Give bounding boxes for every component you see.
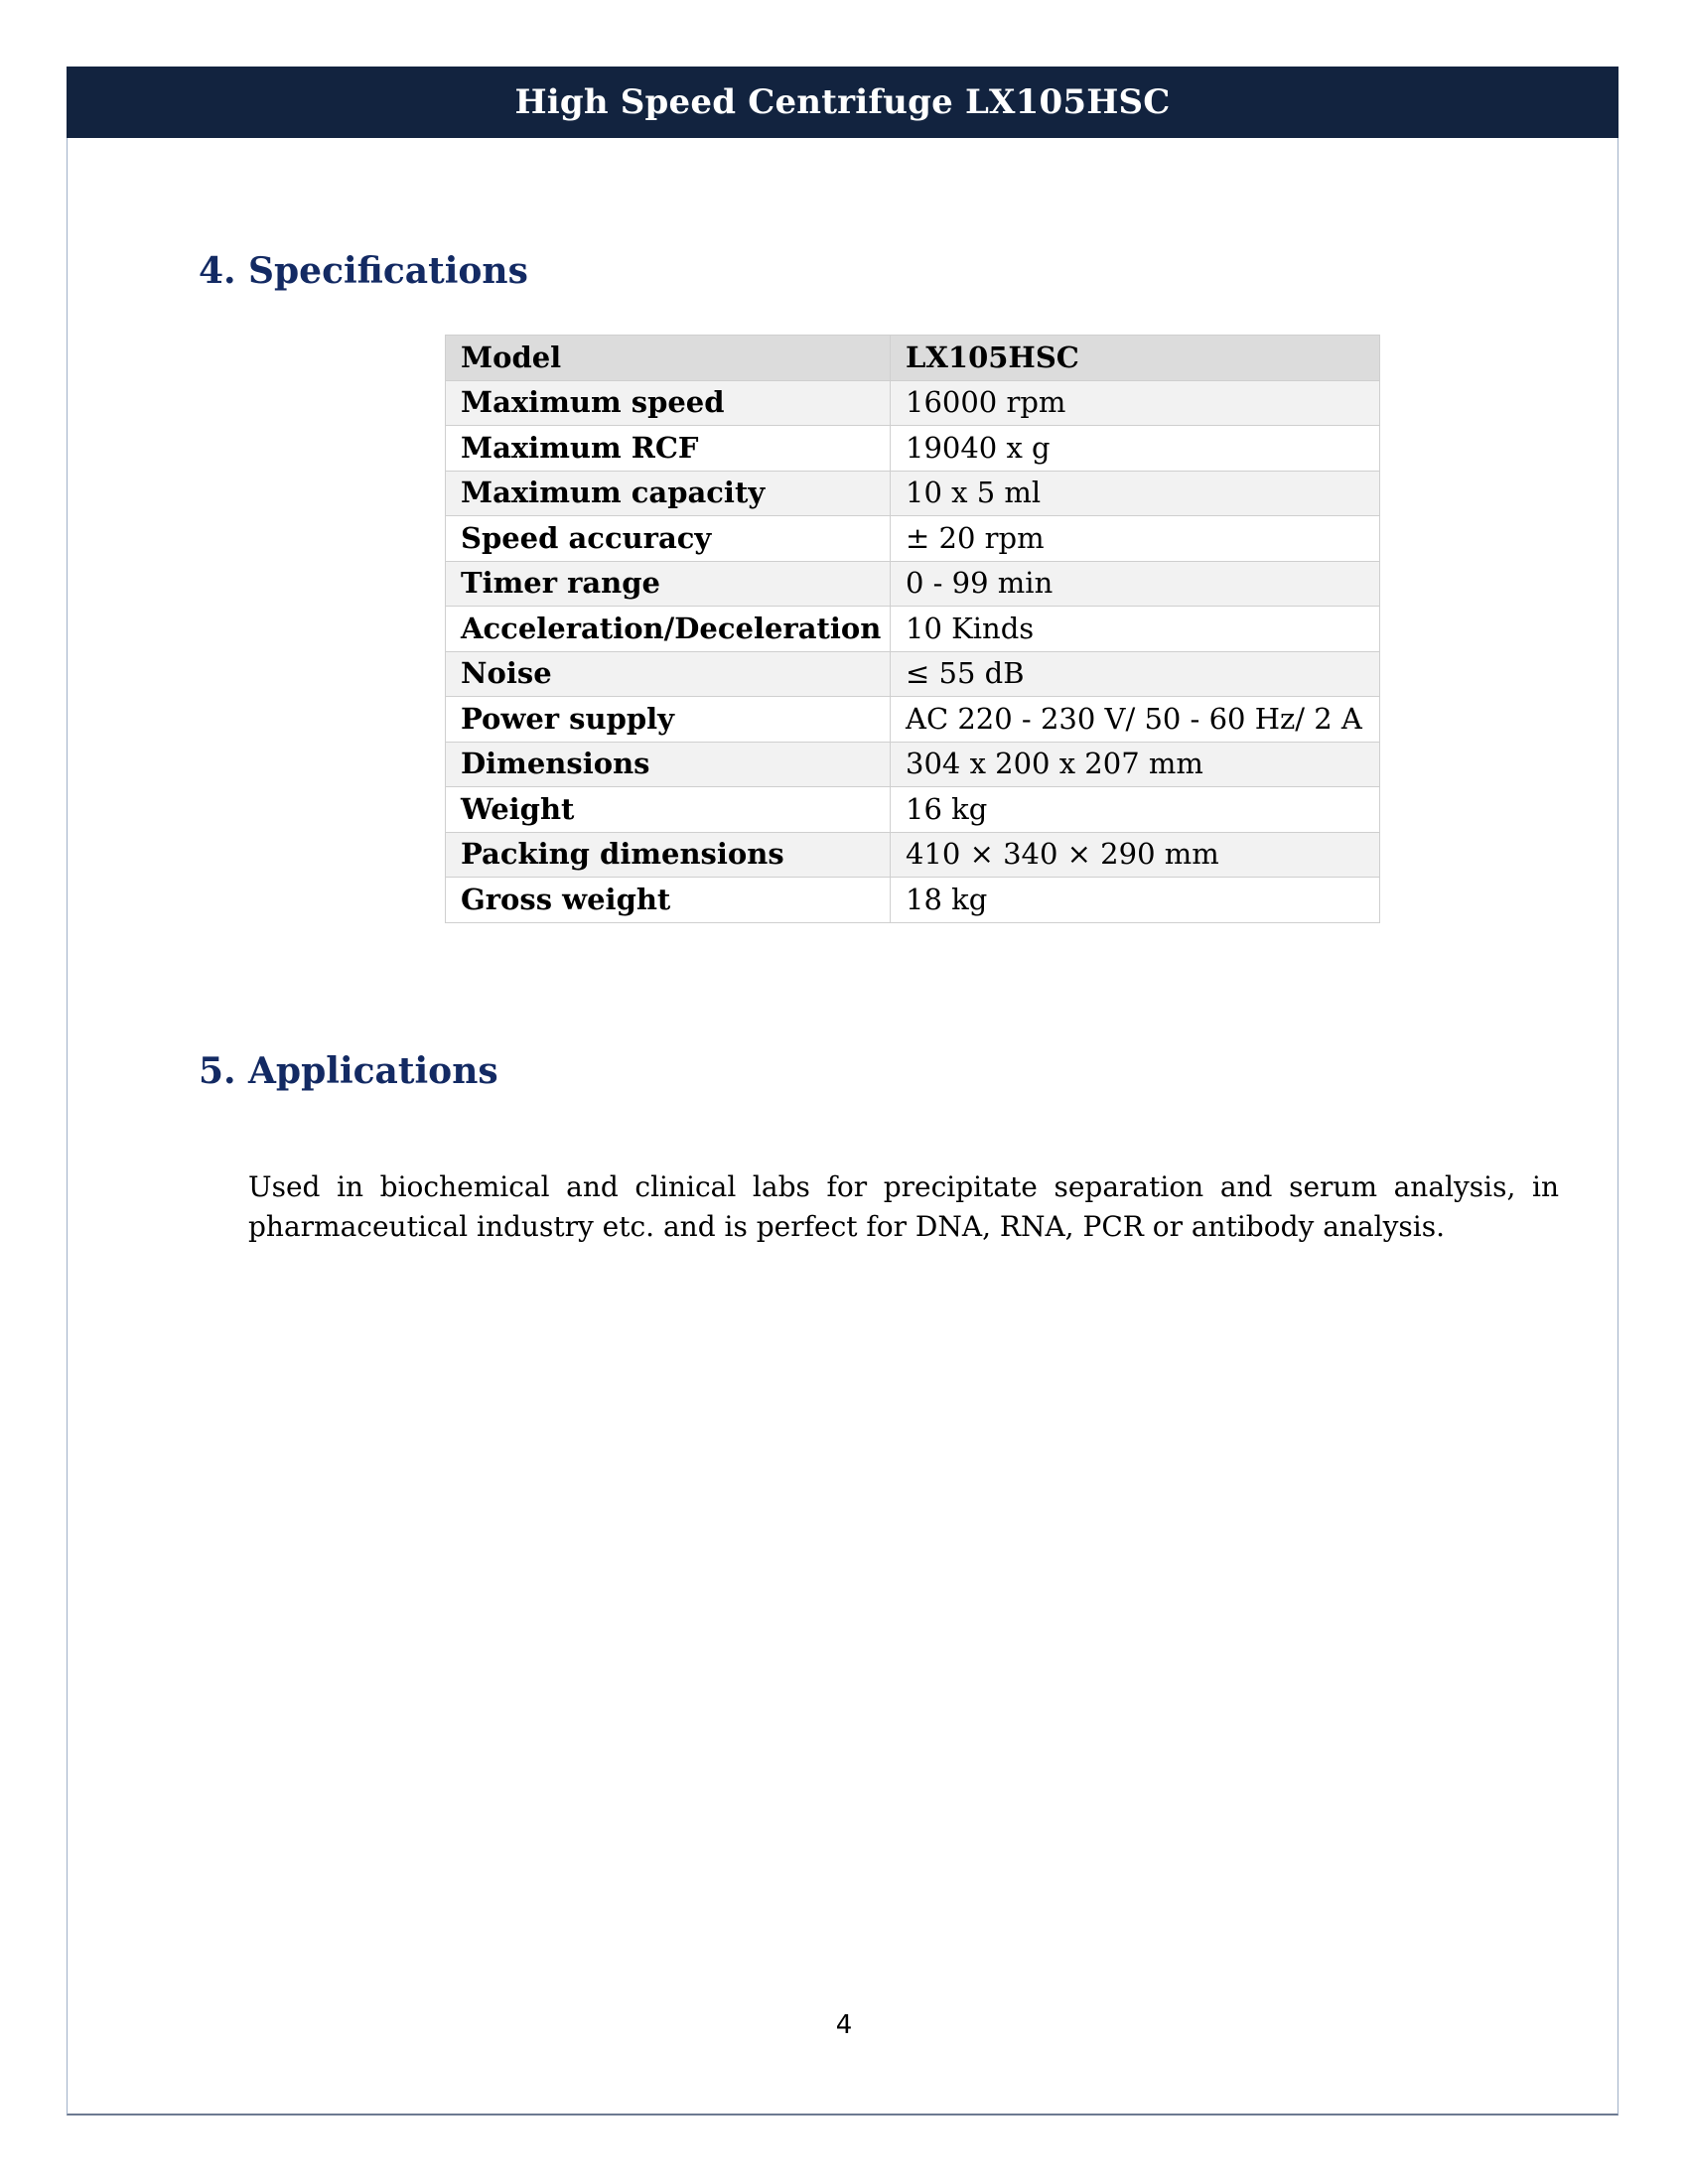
parameter-cell: Speed accuracy bbox=[446, 516, 891, 562]
parameter-cell: Packing dimensions bbox=[446, 832, 891, 878]
page-number: 4 bbox=[835, 2010, 853, 2040]
table-row bbox=[446, 471, 1380, 516]
value-cell: ≤ 55 dB bbox=[891, 651, 1380, 697]
value-cell: 19040 x g bbox=[891, 426, 1380, 472]
parameter-cell: Power supply bbox=[446, 697, 891, 743]
parameter-cell: Weight bbox=[446, 787, 891, 833]
table-row bbox=[446, 832, 1380, 878]
section-number: 5. bbox=[199, 1050, 236, 1092]
table-row bbox=[446, 380, 1380, 426]
table-row bbox=[446, 426, 1380, 472]
parameter-cell: Maximum capacity bbox=[446, 471, 891, 516]
value-cell: AC 220 - 230 V/ 50 - 60 Hz/ 2 A bbox=[891, 697, 1380, 743]
parameter-cell: Timer range bbox=[446, 561, 891, 607]
parameter-cell: Dimensions bbox=[446, 742, 891, 787]
applications-heading bbox=[199, 1050, 498, 1092]
table-row bbox=[446, 742, 1380, 787]
table-row bbox=[446, 516, 1380, 562]
specifications-heading bbox=[199, 250, 528, 292]
value-cell: 10 x 5 ml bbox=[891, 471, 1380, 516]
value-cell: 0 - 99 min bbox=[891, 561, 1380, 607]
table-row bbox=[446, 787, 1380, 833]
table-row bbox=[446, 697, 1380, 743]
value-cell: 18 kg bbox=[891, 878, 1380, 923]
specifications-table bbox=[445, 335, 1380, 923]
parameter-cell: Acceleration/Deceleration bbox=[446, 607, 891, 652]
document-title: High Speed Centrifuge LX105HSC bbox=[514, 82, 1171, 122]
section-title: Applications bbox=[248, 1050, 498, 1092]
value-cell: ± 20 rpm bbox=[891, 516, 1380, 562]
table-row bbox=[446, 651, 1380, 697]
table-row bbox=[446, 561, 1380, 607]
table-row bbox=[446, 878, 1380, 923]
value-cell: 304 x 200 x 207 mm bbox=[891, 742, 1380, 787]
table-header-cell: LX105HSC bbox=[891, 336, 1380, 381]
table-header-row bbox=[446, 336, 1380, 381]
section-number: 4. bbox=[199, 250, 236, 292]
parameter-cell: Maximum RCF bbox=[446, 426, 891, 472]
table-header-cell: Model bbox=[446, 336, 891, 381]
table-row bbox=[446, 607, 1380, 652]
parameter-cell: Noise bbox=[446, 651, 891, 697]
parameter-cell: Maximum speed bbox=[446, 380, 891, 426]
value-cell: 16 kg bbox=[891, 787, 1380, 833]
section-title: Specifications bbox=[248, 250, 528, 292]
applications-paragraph: Used in biochemical and clinical labs for precipitate separation and serum analysis, in pharmaceutical industry etc. and is perfect for DNA, RNA, PCR or antibody analysis. bbox=[248, 1170, 1559, 1243]
value-cell: 410 × 340 × 290 mm bbox=[891, 832, 1380, 878]
parameter-cell: Gross weight bbox=[446, 878, 891, 923]
document-header bbox=[67, 67, 1618, 138]
value-cell: 16000 rpm bbox=[891, 380, 1380, 426]
value-cell: 10 Kinds bbox=[891, 607, 1380, 652]
